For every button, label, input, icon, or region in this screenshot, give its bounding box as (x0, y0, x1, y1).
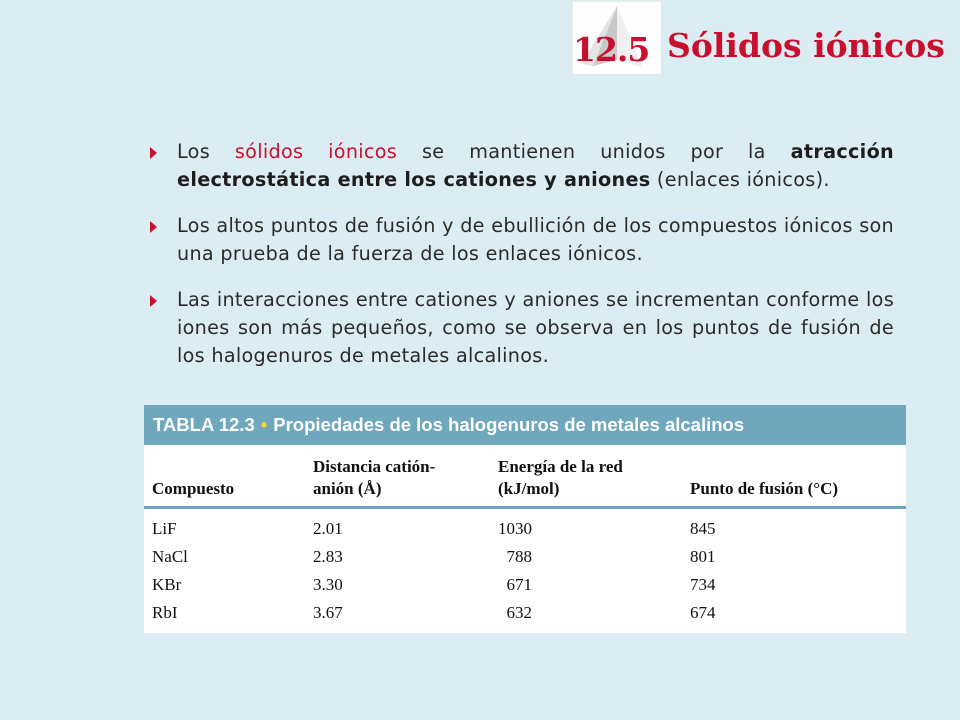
page-title: Sólidos iónicos (667, 26, 945, 65)
table-title: Propiedades de los halogenuros de metales alcalinos (273, 414, 745, 435)
section-number: 12.5 (573, 30, 650, 69)
slide-header (0, 0, 960, 86)
cell-punto: 734 (690, 574, 716, 594)
table-header-row (144, 445, 906, 507)
cell-compuesto: NaCl (152, 546, 188, 566)
cell-punto: 801 (690, 546, 716, 566)
cell-energia: 671 (506, 574, 532, 594)
cell-distancia: 2.01 (313, 518, 343, 538)
table-row (144, 543, 906, 571)
bullet-text: Las interacciones entre cationes y aniones se incrementan conforme los iones son más pequeños, como se observa en los puntos de fusión de los halogenuros de metales alcalinos. (177, 288, 894, 367)
bullet-arrow-icon (150, 295, 157, 307)
cell-punto: 845 (690, 518, 716, 538)
bullet-text: (enlaces iónicos). (650, 168, 830, 191)
bullet-arrow-icon (150, 221, 157, 233)
bullet-item (146, 212, 894, 268)
data-table (144, 445, 906, 627)
cell-compuesto: RbI (152, 602, 178, 622)
cell-compuesto: LiF (152, 518, 177, 538)
cell-energia: 1030 (498, 518, 532, 538)
header-distancia: Distancia catión- anión (Å) (305, 445, 490, 507)
cell-energia: 632 (506, 602, 532, 622)
cell-distancia: 3.67 (313, 602, 343, 622)
bullet-list (146, 138, 894, 388)
bullet-item (146, 286, 894, 370)
bullet-bold: atracción electrostática entre los cationes y aniones (177, 140, 895, 191)
bullet-text: Los (177, 140, 235, 163)
header-energia: Energía de la red (kJ/mol) (490, 445, 682, 507)
table-title-bar (144, 405, 906, 445)
table-row (144, 599, 906, 627)
header-compuesto: Compuesto (144, 445, 305, 507)
table-row (144, 571, 906, 599)
table-separator: • (260, 414, 268, 435)
cell-compuesto: KBr (152, 574, 182, 594)
header-punto: Punto de fusión (°C) (682, 445, 906, 507)
cell-distancia: 2.83 (313, 546, 343, 566)
section-badge (573, 2, 661, 74)
cell-energia: 788 (506, 546, 532, 566)
cell-distancia: 3.30 (313, 574, 343, 594)
bullet-arrow-icon (150, 147, 157, 159)
table-label: TABLA 12.3 (153, 414, 255, 435)
bullet-text: se mantienen unidos por la (397, 140, 791, 163)
bullet-text: Los altos puntos de fusión y de ebullición de los compuestos iónicos son una prueba de la fuerza de los enlaces iónicos. (177, 214, 894, 265)
bullet-item (146, 138, 894, 194)
properties-table (144, 405, 906, 633)
cell-punto: 674 (690, 602, 716, 622)
bullet-highlight: sólidos iónicos (234, 140, 398, 163)
table-row (144, 507, 906, 543)
